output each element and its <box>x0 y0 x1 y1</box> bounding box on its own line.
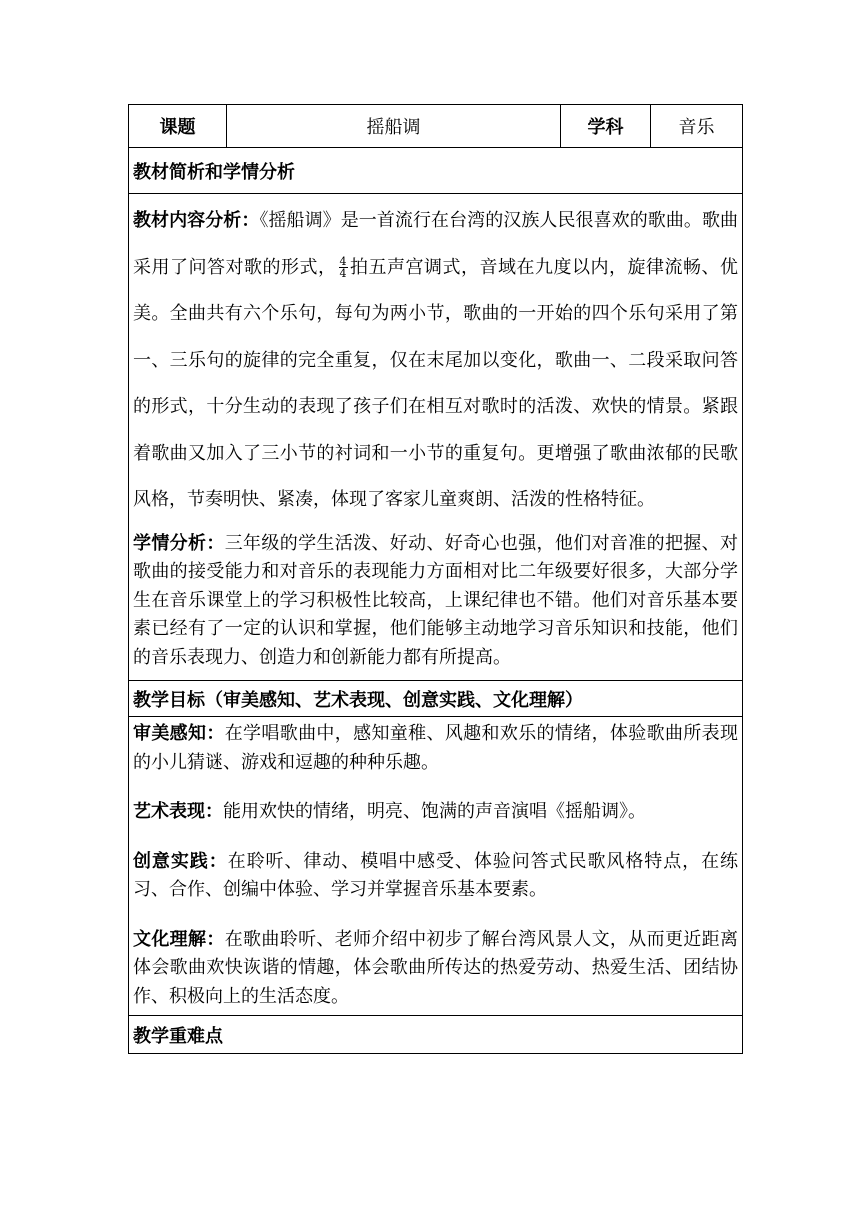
culture-label: 文化理解： <box>133 928 225 950</box>
art-text: 能用欢快的情绪，明亮、饱满的声音演唱《摇船调》。 <box>223 801 646 822</box>
student-analysis-label: 学情分析： <box>133 532 225 554</box>
difficulty-section-title: 教学重难点 <box>129 1015 742 1053</box>
aesthetic-paragraph <box>133 720 738 777</box>
art-label: 艺术表现： <box>133 801 223 822</box>
student-analysis-paragraph <box>133 530 738 673</box>
culture-paragraph <box>133 926 738 1012</box>
creative-paragraph <box>133 848 738 905</box>
time-signature <box>339 256 348 279</box>
subject-label: 学科 <box>560 105 650 147</box>
art-paragraph <box>133 798 738 827</box>
time-signature-denominator: 4 <box>339 267 347 280</box>
header-row <box>129 105 742 147</box>
student-analysis-text: 三年级的学生活泼、好动、好奇心也强，他们对音准的把握、对歌曲的接受能力和对音乐的表现能力方面相对比二年级要好很多，大部分学生在音乐课堂上的学习积极性比较高，上课纪律也不错。他们对音乐基本要素已经有了一定的认识和掌握，他们能够主动地学习音乐知识和技能，他们的音乐表现力、创造力和创新能力都有所提高。 <box>133 532 738 668</box>
goals-block <box>129 716 742 1015</box>
topic-value: 摇船调 <box>226 105 560 147</box>
culture-text: 在歌曲聆听、老师介绍中初步了解台湾风景人文，从而更近距离体会歌曲欢快诙谐的情趣，体会歌曲所传达的热爱劳动、热爱生活、团结协作、积极向上的生活态度。 <box>133 928 738 1007</box>
lesson-plan-table <box>128 104 743 1054</box>
time-signature-numerator: 4 <box>339 255 347 268</box>
analysis-content-block <box>129 193 742 680</box>
aesthetic-label: 审美感知： <box>133 723 225 744</box>
goals-section-title: 教学目标（审美感知、艺术表现、创意实践、文化理解） <box>129 680 742 716</box>
creative-label: 创意实践： <box>133 850 228 872</box>
topic-label: 课题 <box>159 117 196 138</box>
content-analysis-text-1: 《摇船调》是一首流行在台湾的汉族人民很喜欢的歌曲。歌曲采用了问答对歌的形式， <box>133 210 739 278</box>
subject-value: 音乐 <box>650 105 742 147</box>
analysis-section-title: 教材简析和学情分析 <box>129 147 742 193</box>
content-analysis-label: 教材内容分析： <box>133 210 260 231</box>
content-analysis-text-2: 拍五声宫调式，音域在九度以内，旋律流畅、优美。全曲共有六个乐句，每句为两小节，歌曲的一开始的四个乐句采用了第一、三乐句的旋律的完全重复，仅在末尾加以变化，歌曲一、二段采取问答的形式，十分生动的表现了孩子们在相互对歌时的活泼、欢快的情景。紧跟着歌曲又加入了三小节的衬词和一小节的重复句。更增强了歌曲浓郁的民歌风格，节奏明快、紧凑，体现了客家儿童爽朗、活泼的性格特征。 <box>133 256 738 510</box>
creative-text: 在聆听、律动、模唱中感受、体验问答式民歌风格特点，在练习、合作、创编中体验、学习并掌握音乐基本要素。 <box>133 850 739 900</box>
aesthetic-text: 在学唱歌曲中，感知童稚、风趣和欢乐的情绪，体验歌曲所表现的小儿猜谜、游戏和逗趣的种种乐趣。 <box>133 723 738 773</box>
content-analysis-paragraph <box>133 198 738 524</box>
